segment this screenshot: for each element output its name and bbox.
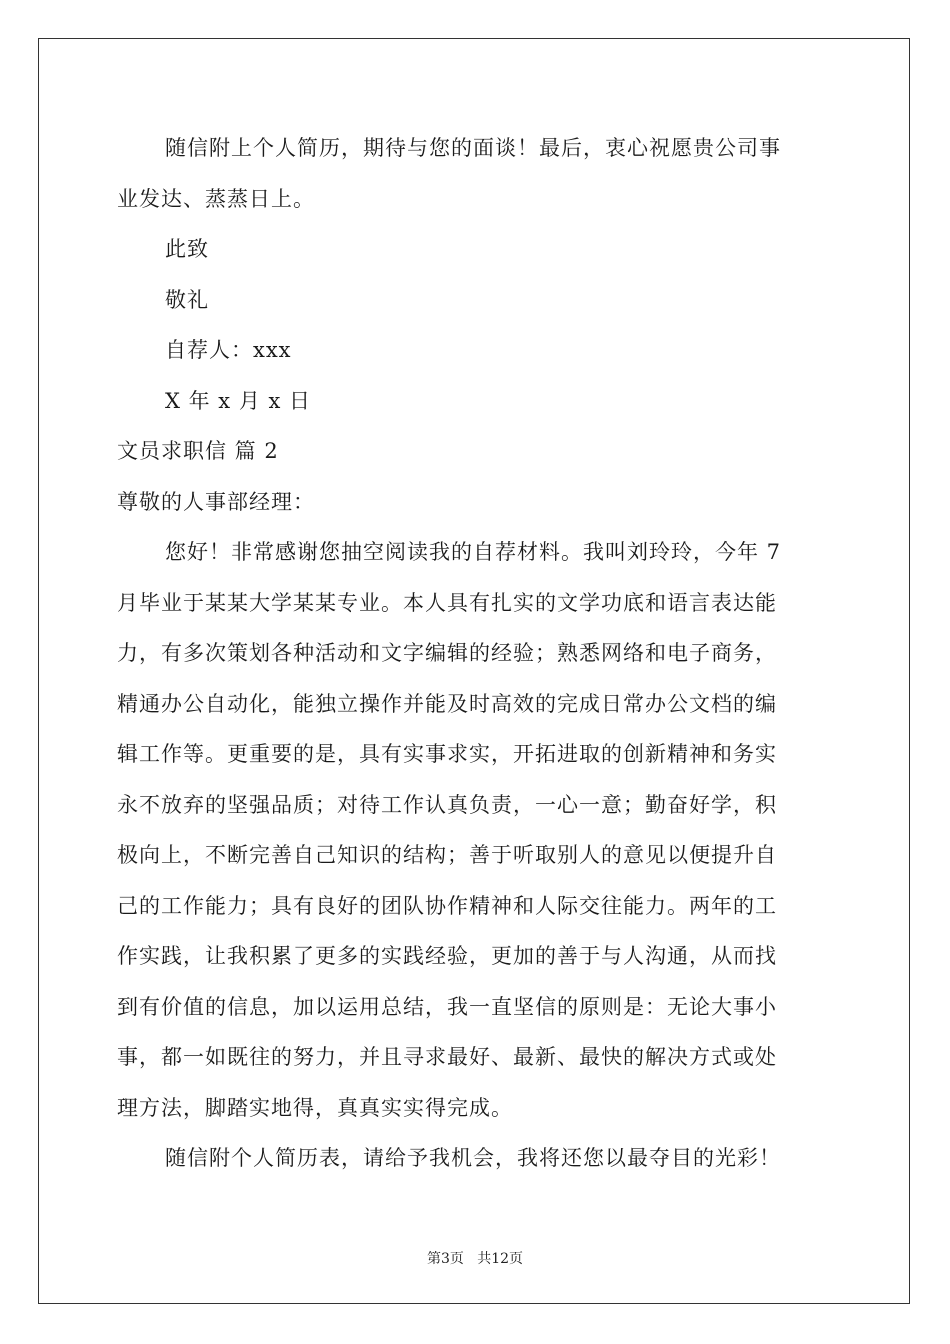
paragraph-line: 月毕业于某某大学某某专业。本人具有扎实的文学功底和语言表达能 bbox=[117, 590, 777, 615]
total-pages: 12 bbox=[491, 1251, 510, 1267]
paragraph-line: 己的工作能力；具有良好的团队协作精神和人际交往能力。两年的工 bbox=[117, 893, 777, 918]
paragraph-line: 精通办公自动化，能独立操作并能及时高效的完成日常办公文档的编 bbox=[117, 691, 777, 716]
page-label-prefix: 第 bbox=[426, 1251, 441, 1267]
paragraph-line: 到有价值的信息，加以运用总结，我一直坚信的原则是：无论大事小 bbox=[117, 994, 777, 1019]
closing-line: 随信附个人简历表，请给予我机会，我将还您以最夺目的光彩！ bbox=[165, 1146, 781, 1170]
closing-paragraph-line-2: 业发达、蒸蒸日上。 bbox=[117, 186, 315, 211]
paragraph-line: 永不放弃的坚强品质；对待工作认真负责，一心一意；勤奋好学，积 bbox=[117, 792, 777, 817]
document-body bbox=[117, 126, 837, 1187]
paragraph-line: 极向上，不断完善自己知识的结构；善于听取别人的意见以便提升自 bbox=[117, 843, 777, 867]
section-heading: 文员求职信 篇 2 bbox=[117, 439, 279, 463]
paragraph-line: 辑工作等。更重要的是，具有实事求实，开拓进取的创新精神和务实 bbox=[117, 742, 777, 766]
page-footer bbox=[0, 1248, 950, 1268]
closing-paragraph-line-1: 随信附上个人简历，期待与您的面谈！最后，衷心祝愿贵公司事 bbox=[165, 136, 781, 160]
salutation-close: 此致 bbox=[165, 237, 209, 261]
paragraph-line: 作实践，让我积累了更多的实践经验，更加的善于与人沟通，从而找 bbox=[117, 944, 777, 968]
paragraph-line: 事，都一如既往的努力，并且寻求最好、最新、最快的解决方式或处 bbox=[117, 1045, 777, 1069]
letter-greeting: 尊敬的人事部经理： bbox=[117, 489, 315, 514]
total-suffix: 页 bbox=[509, 1251, 524, 1267]
total-prefix: 共 bbox=[477, 1251, 492, 1267]
page-number: 3 bbox=[440, 1251, 450, 1267]
signer: 自荐人：xxx bbox=[165, 338, 292, 362]
paragraph-line: 您好！非常感谢您抽空阅读我的自荐材料。我叫刘玲玲，今年 7 bbox=[165, 540, 782, 564]
paragraph-line: 理方法，脚踏实地得，真真实实得完成。 bbox=[117, 1095, 513, 1120]
letter-date: X 年 x 月 x 日 bbox=[165, 388, 312, 413]
regards: 敬礼 bbox=[165, 287, 209, 312]
page-label-suffix: 页 bbox=[449, 1251, 464, 1267]
paragraph-line: 力，有多次策划各种活动和文字编辑的经验；熟悉网络和电子商务， bbox=[117, 641, 777, 665]
